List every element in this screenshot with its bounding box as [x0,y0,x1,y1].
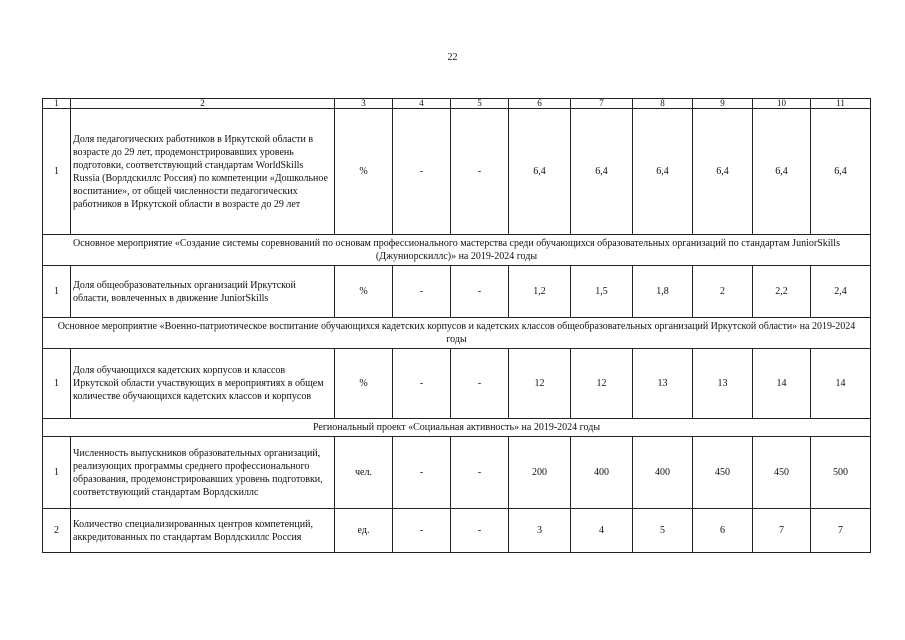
indicator-name: Доля общеобразовательных организаций Иркутской области, вовлеченных в движение JuniorSkills [71,266,335,318]
value-cell: 500 [811,437,871,509]
section-title: Региональный проект «Социальная активность» на 2019-2024 годы [43,419,871,437]
value-cell: 6,4 [811,109,871,235]
value-cell: 14 [753,349,811,419]
value-cell: 14 [811,349,871,419]
value-cell: 13 [633,349,693,419]
value-cell: - [451,437,509,509]
table-row [43,266,871,318]
header-cell: 3 [335,99,393,109]
indicator-name: Количество специализированных центров компетенций, аккредитованных по стандартам Ворлдскиллс Россия [71,509,335,553]
value-cell: 200 [509,437,571,509]
value-cell: 6,4 [571,109,633,235]
row-number: 1 [43,109,71,235]
value-cell: 3 [509,509,571,553]
header-cell: 5 [451,99,509,109]
page-number: 22 [447,52,458,63]
unit-cell: чел. [335,437,393,509]
value-cell: - [393,437,451,509]
table-row [43,349,871,419]
value-cell: 400 [571,437,633,509]
section-row [43,419,871,437]
section-row [43,318,871,349]
value-cell: 12 [571,349,633,419]
value-cell: - [451,509,509,553]
section-title: Основное мероприятие «Создание системы соревнований по основам профессионального мастерства среди обучающихся образовательных организаций по стандартам JuniorSkills (Джуниорскиллс)» на 2019-2024 годы [43,235,871,266]
row-number: 2 [43,509,71,553]
row-number: 1 [43,266,71,318]
value-cell: 1,2 [509,266,571,318]
unit-cell: % [335,349,393,419]
value-cell: 1,5 [571,266,633,318]
value-cell: - [393,109,451,235]
value-cell: 6,4 [753,109,811,235]
value-cell: - [393,509,451,553]
value-cell: 12 [509,349,571,419]
value-cell: 6,4 [509,109,571,235]
indicator-name: Численность выпускников образовательных организаций, реализующих программы среднего профессионального образования, продемонстрировавших уровень подготовки, соответствующий стандартам Ворлдскиллс [71,437,335,509]
value-cell: - [393,266,451,318]
header-cell: 1 [43,99,71,109]
value-cell: 2,2 [753,266,811,318]
section-title: Основное мероприятие «Военно-патриотическое воспитание обучающихся кадетских корпусов и кадетских классов общеобразовательных организаций Иркутской области» на 2019-2024 годы [43,318,871,349]
header-cell: 8 [633,99,693,109]
table-row [43,437,871,509]
value-cell: 13 [693,349,753,419]
table-row [43,109,871,235]
value-cell: 5 [633,509,693,553]
value-cell: - [451,266,509,318]
header-cell: 10 [753,99,811,109]
header-row [43,99,871,109]
row-number: 1 [43,437,71,509]
unit-cell: % [335,266,393,318]
value-cell: - [451,109,509,235]
header-cell: 11 [811,99,871,109]
value-cell: 6,4 [633,109,693,235]
header-cell: 6 [509,99,571,109]
value-cell: 2,4 [811,266,871,318]
indicator-name: Доля обучающихся кадетских корпусов и классов Иркутской области участвующих в мероприятиях в общем количестве обучающихся кадетских классов и корпусов [71,349,335,419]
header-cell: 4 [393,99,451,109]
indicator-name: Доля педагогических работников в Иркутской области в возрасте до 29 лет, продемонстрировавших уровень подготовки, соответствующий стандартам WorldSkills Russia (Ворлдскиллс Россия) по компетенции «Дошкольное воспитание», от общей численности педагогических работников в Иркутской области в возрасте до 29 лет [71,109,335,235]
value-cell: 6,4 [693,109,753,235]
value-cell: 400 [633,437,693,509]
unit-cell: ед. [335,509,393,553]
header-cell: 9 [693,99,753,109]
value-cell: 6 [693,509,753,553]
value-cell: 1,8 [633,266,693,318]
value-cell: 450 [753,437,811,509]
value-cell: 7 [753,509,811,553]
row-number: 1 [43,349,71,419]
header-cell: 2 [71,99,335,109]
value-cell: - [451,349,509,419]
value-cell: 2 [693,266,753,318]
table-row [43,509,871,553]
section-row [43,235,871,266]
header-cell: 7 [571,99,633,109]
value-cell: - [393,349,451,419]
value-cell: 450 [693,437,753,509]
value-cell: 4 [571,509,633,553]
unit-cell: % [335,109,393,235]
value-cell: 7 [811,509,871,553]
indicators-table [42,98,871,553]
